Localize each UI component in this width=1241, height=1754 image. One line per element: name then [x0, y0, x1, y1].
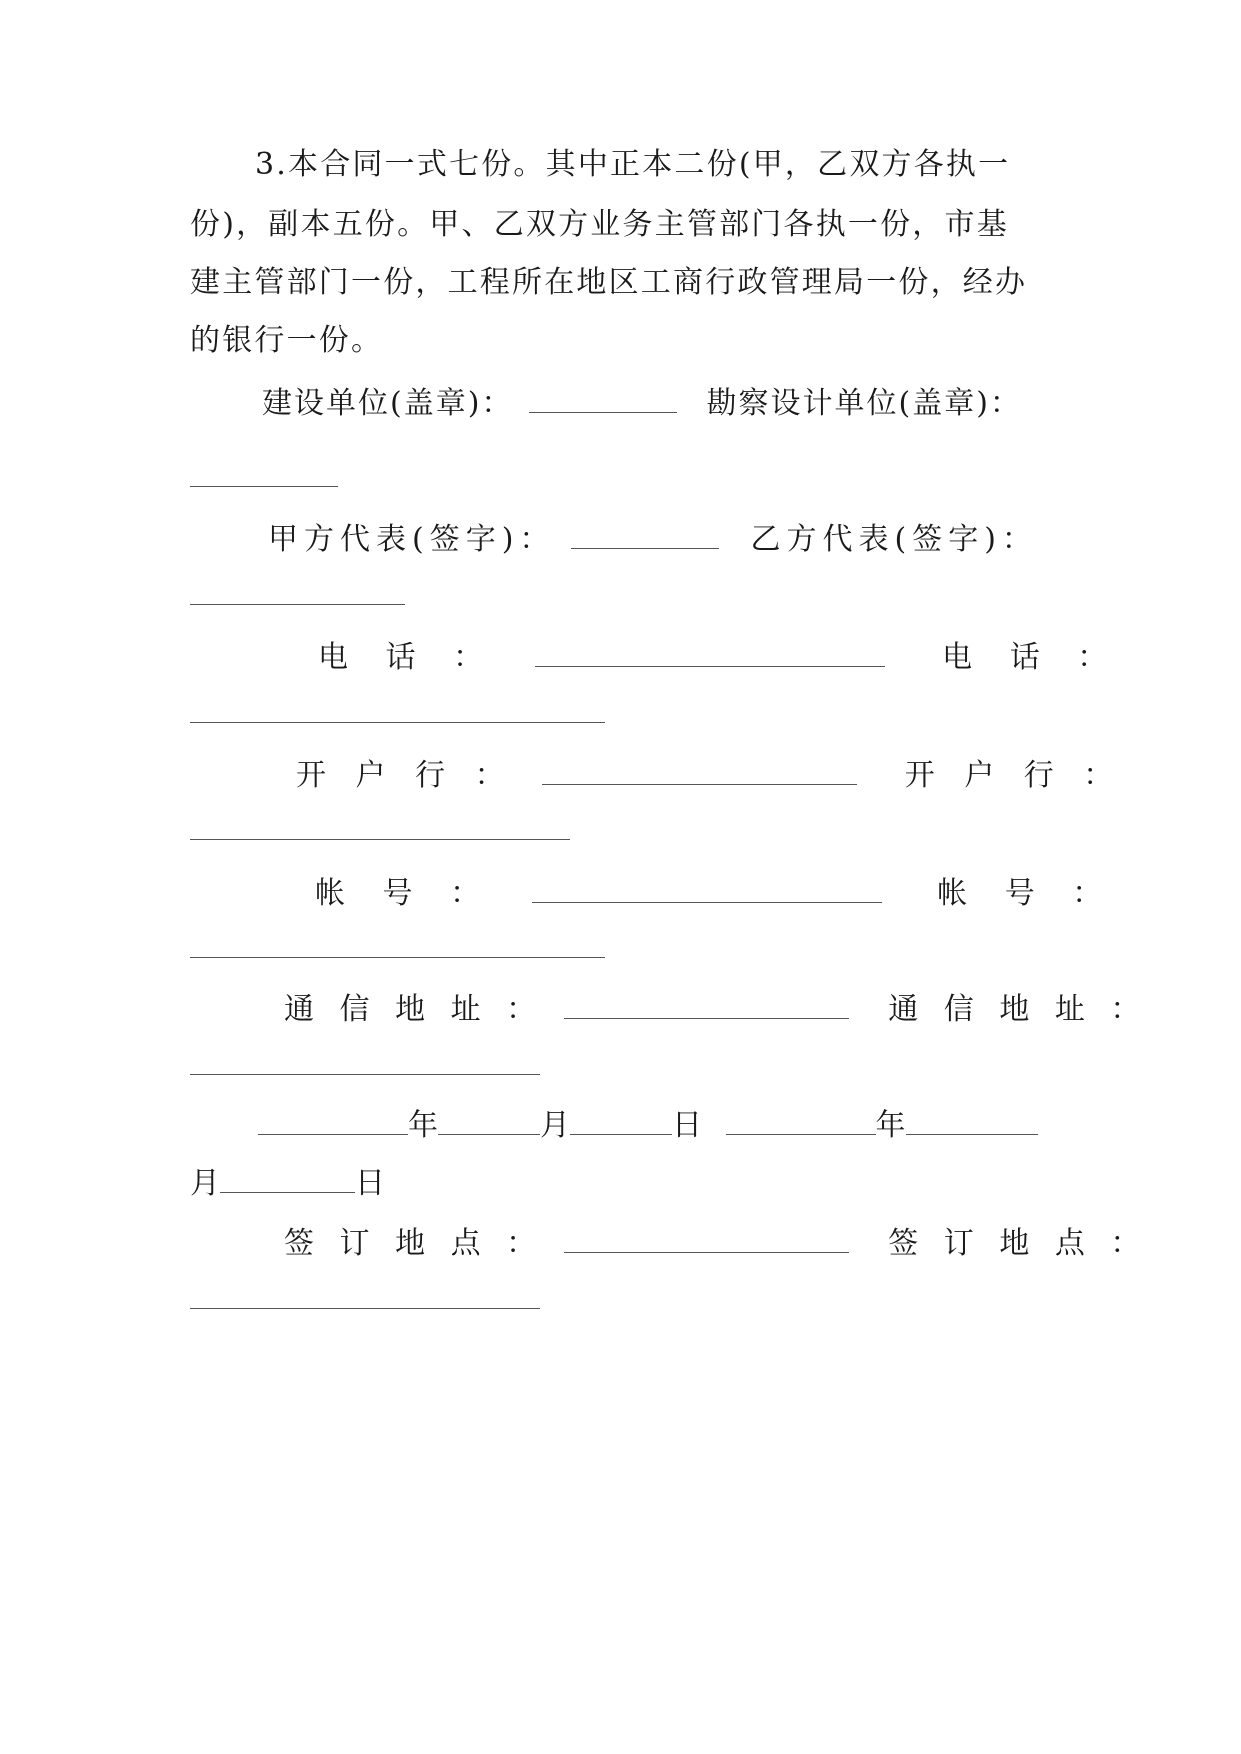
date-row [258, 1108, 1068, 1141]
bank-b-label: 开 户 行 ： [904, 758, 1124, 793]
bank-a-label: 开 户 行 ： [296, 758, 515, 793]
address-a-label: 通 信 地 址 ： [284, 992, 545, 1027]
address-a-blank[interactable] [564, 992, 849, 1019]
date-a-year-blank[interactable] [258, 1108, 408, 1135]
date-a-day-blank[interactable] [570, 1108, 672, 1135]
date-a-year-label: 年 [408, 1108, 438, 1143]
date-b-day-blank[interactable] [220, 1166, 355, 1193]
phone-b-label: 电 话 ： [942, 640, 1122, 675]
place-b-blank[interactable] [190, 1308, 540, 1309]
address-b-blank[interactable] [190, 1074, 540, 1075]
party-b-rep-blank[interactable] [190, 604, 405, 605]
date-a-month-blank[interactable] [438, 1108, 540, 1135]
party-a-unit-blank[interactable] [529, 386, 677, 413]
place-a-label: 签 订 地 点 ： [284, 1226, 545, 1261]
party-a-rep-label: 甲方代表(签字)： [268, 522, 556, 557]
party-a-unit-label: 建设单位(盖章)： [262, 386, 514, 421]
rep-row [268, 522, 1068, 555]
place-b-label: 签 订 地 点 ： [888, 1226, 1149, 1261]
clause3-line4: 的银行一份。 [190, 323, 384, 358]
date-b-year-blank[interactable] [726, 1108, 876, 1135]
account-row [315, 876, 1117, 911]
place-row [284, 1226, 1149, 1261]
date-b-month-blank[interactable] [906, 1108, 1038, 1135]
clause3-line3: 建主管部门一份，工程所在地区工商行政管理局一份，经办 [190, 265, 1028, 300]
account-b-blank[interactable] [190, 957, 605, 958]
date-b-day-label: 日 [355, 1166, 385, 1201]
clause3-line2: 份)，副本五份。甲、乙双方业务主管部门各执一份，市基 [190, 207, 1009, 242]
account-a-blank[interactable] [532, 876, 882, 903]
clause3-text-1: 3.本合同一式七份。其中正本二份(甲，乙双方各执一 [255, 147, 1011, 182]
account-b-label: 帐 号 ： [937, 876, 1117, 911]
date-a-month-label: 月 [540, 1108, 570, 1143]
party-b-rep-label: 乙方代表(签字)： [750, 522, 1038, 557]
date-a-day-label: 日 [672, 1108, 702, 1143]
phone-b-blank[interactable] [190, 722, 605, 723]
party-a-rep-blank[interactable] [571, 522, 719, 549]
party-b-unit-label: 勘察设计单位(盖章)： [706, 386, 1022, 421]
phone-row [318, 640, 1122, 675]
place-a-blank[interactable] [564, 1226, 849, 1253]
bank-b-blank[interactable] [190, 839, 570, 840]
bank-a-blank[interactable] [542, 758, 857, 785]
unit-row [262, 386, 1062, 419]
phone-a-label: 电 话 ： [318, 640, 498, 675]
date-row-2 [190, 1166, 1060, 1199]
account-a-label: 帐 号 ： [315, 876, 495, 911]
address-row [284, 992, 1149, 1027]
address-b-label: 通 信 地 址 ： [888, 992, 1149, 1027]
party-b-unit-blank[interactable] [190, 486, 338, 487]
bank-row [296, 758, 1124, 793]
clause3-line1 [255, 147, 1060, 182]
date-b-month-label: 月 [190, 1166, 220, 1201]
date-b-year-label: 年 [875, 1108, 906, 1143]
phone-a-blank[interactable] [535, 640, 885, 667]
